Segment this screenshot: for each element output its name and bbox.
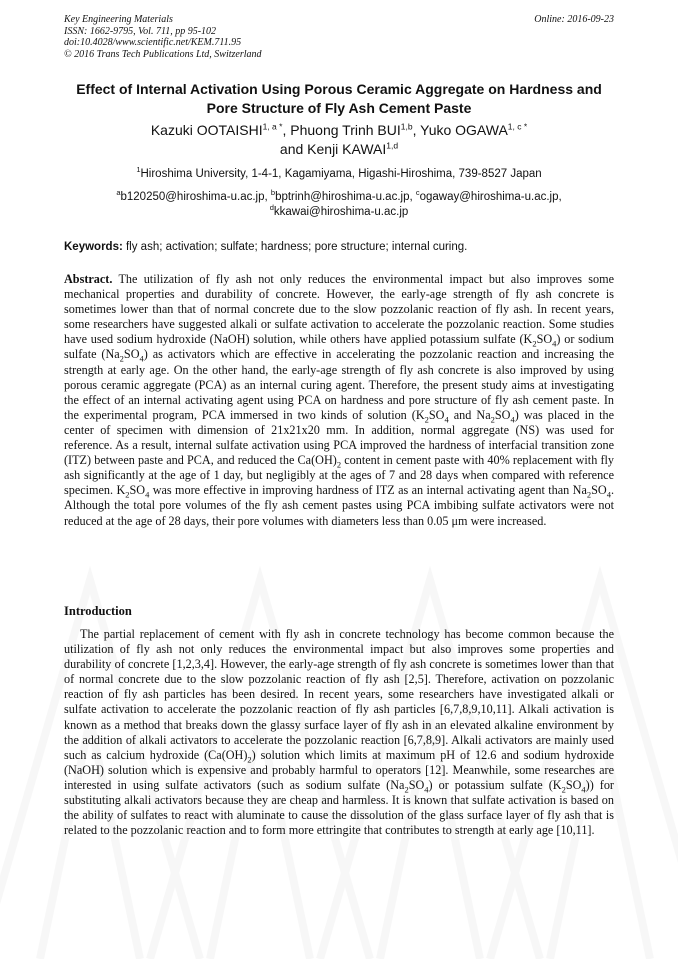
author-emails: $^a$b120250@hiroshima-u.ac.jp, $^b$bptrinh@hiroshima-u.ac.jp, $^c$ogaway@hiroshima-u.ac.jp, $^d$kkawai@hiroshima-u.ac.jp (116, 188, 562, 218)
copyright-line: © 2016 Trans Tech Publications Ltd, Switzerland (64, 48, 262, 60)
abstract-paragraph: Abstract. The utilization of fly ash not only reduces the environmental impact but also improves some mechanical properties and durability of concrete. However, the early-age strength of fly ash concrete is sometimes lower than that of normal concrete due to the slow pozzolanic reaction of fly ash. In recent years, some researchers have suggested alkali or sulfate activation to accelerate the pozzolanic reaction. Some studies have used sodium hydroxide (NaOH) solution, while others have applied potassium sulfate $(K_2SO_4)$ or sodium sulfate $(Na_2SO_4)$ as activators which are effective in accelerating the pozzolanic reaction and increasing the strength at early age. On the other hand, the early-age strength of fly ash concrete is also improved by using porous ceramic aggregate (PCA) as an internal curing agent. Therefore, the present study aims at investigating the effect of an internal activating agent using PCA on hardness and pore structure of fly ash cement paste. In the experimental program, PCA immersed in two kinds of solution ($K_2SO_4$ and $Na_2SO_4$) was placed in the center of specimen with dimension of 21x21x20 mm. In addition, normal aggregate (NS) was used for reference. As a result, internal sulfate activation using PCA improved the hardness of interfacial transition zone (ITZ) between paste and PCA, and reduced the $Ca(OH)_2$ content in cement paste with 40% replacement with fly ash significantly at the age of 1 day, but negligibly at the ages of 7 and 28 days when compared with reference specimen. $K_2SO_4$ was more effective in improving hardness of ITZ as an internal activating agent than $Na_2SO_4$. Although the total pore volumes of the fly ash cement pastes using PCA imbibing sulfate activators were not reduced at the age of 28 days, their pore volumes with diameters less than 0.05 μm were increased. (64, 272, 615, 528)
author-name: Kenji KAWAI (307, 141, 387, 157)
keywords-text: fly ash; activation; sulfate; hardness; pore structure; internal curing. (122, 241, 468, 253)
author-name: Kazuki OOTAISHI (150, 122, 263, 138)
author-sup: 1, a * (262, 121, 283, 132)
email-link[interactable]: bptrinh@hiroshima-u.ac.jp, (275, 191, 416, 203)
section-heading-introduction: Introduction (64, 604, 132, 618)
email-link[interactable]: ogaway@hiroshima-u.ac.jp, (419, 191, 562, 203)
keywords-label: Keywords: (64, 241, 123, 253)
author-sup: 1,d (386, 140, 399, 151)
issn-line: ISSN: 1662-9795, Vol. 711, pp 95-102 (64, 25, 217, 37)
journal-name: Key Engineering Materials (64, 14, 173, 25)
author-list: Kazuki $OOTAISHI^{1, a *}$, Phuong Trinh BUI$^{1,b}$, Yuko $OGAWA^{1, c *}$ and Kenji KAWAI$^{1,d}$ (150, 121, 528, 157)
paper-title: Effect of Internal Activation Using Porous Ceramic Aggregate on Hardness and Pore Structure of Fly Ash Cement Paste (76, 81, 602, 116)
author-sup: 1, c * (507, 121, 528, 132)
keywords (64, 240, 614, 254)
author-name: Yuko OGAWA (420, 122, 508, 138)
email-link[interactable]: kkawai@hiroshima-u.ac.jp (273, 206, 409, 218)
email-link[interactable]: b120250@hiroshima-u.ac.jp, (120, 191, 271, 203)
abstract-label: Abstract. (64, 272, 113, 286)
online-date: Online: 2016-09-23 (534, 14, 614, 25)
doi-line: doi:10.4028/www.scientific.net/KEM.711.95 (64, 37, 242, 48)
affiliation: $^1$Hiroshima University, 1-4-1, Kagamiyama, Higashi-Hiroshima, 739-8527 Japan (136, 165, 542, 180)
author-sup: 1,b (400, 121, 413, 132)
introduction-paragraph: The partial replacement of cement with fly ash in concrete technology has become common because the utilization of fly ash not only reduces the environmental impact but also improves some properties and durability of concrete [1,2,3,4]. However, the early-age strength of fly ash concrete is sometimes lower than that of normal concrete due to the slow pozzolanic reaction of fly ash [2,5]. Therefore, activation on pozzolanic reaction of fly ash particles has been desired. In recent years, some researchers have investigated alkali or sulfate activation to accelerate the pozzolanic reaction of fly ash particles [6,7,8,9,10,11]. Alkali activation is known as a method that breaks down the glassy surface layer of fly ash in an elevated alkaline environment by the addition of alkali activators to accelerate the pozzolanic reaction [6,7,8,9]. Alkali activators are mainly used such as calcium hydroxide $(Ca(OH)_2)$ solution which limits at maximum pH of 12.6 and sodium hydroxide (NaOH) solution which is expensive and probably harmful to operators [12]. Meanwhile, some researches are interested in using sulfate activators (such as sodium sulfate $(Na_2SO_4)$ or potassium sulfate $(K_2SO_4)$) for substituting alkali activators because they are cheap and harmless. It is known that sulfate activation is based on the ability of sulfates to react with aluminate to cause the dissolution of the glass surface layer of fly ash that is related to the pozzolanic reaction and to form more ettringite that contributes to strength at early age [10,11]. (64, 627, 614, 838)
author-name: Phuong Trinh BUI (290, 122, 401, 138)
journal-header (64, 14, 364, 60)
